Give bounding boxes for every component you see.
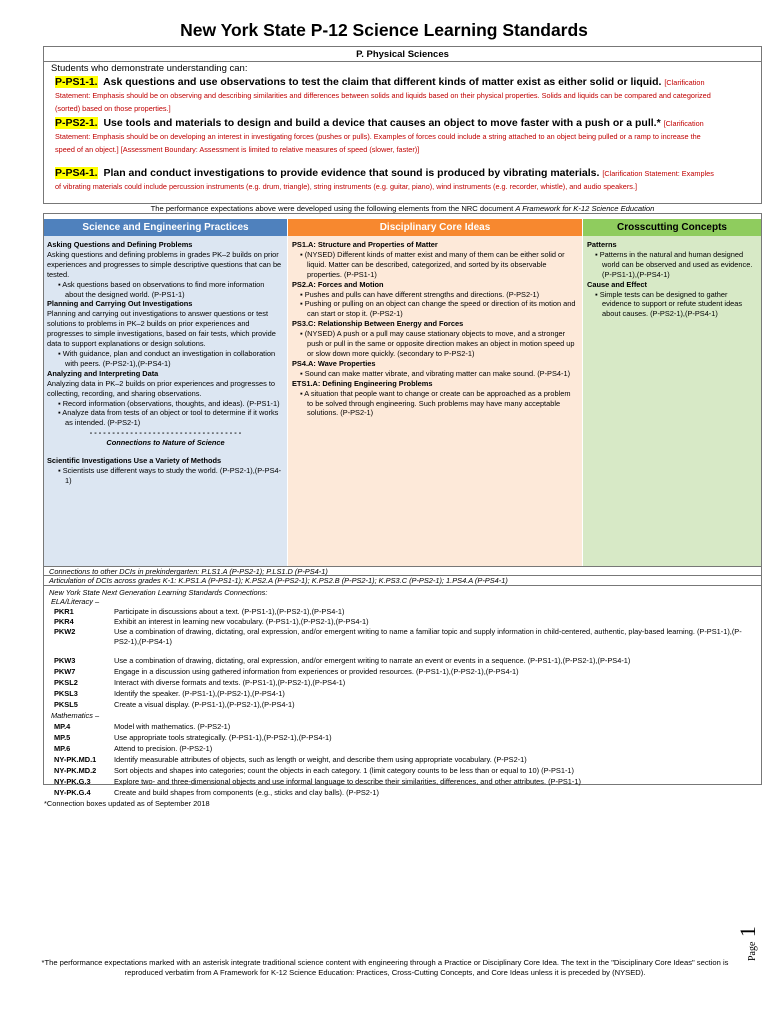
- pe-text: Use tools and materials to design and build a device that causes an object to move faster with a push or a pull.*: [103, 117, 661, 129]
- sep-divider: - - - - - - - - - - - - - - - - - - - - - - - - - - - - - - - - - -: [89, 428, 242, 438]
- sep-bullet: ▪ Scientists use different ways to study the world. (P-PS2-1),(P-PS4-1): [58, 465, 282, 485]
- pe-code: P-PS4-1.: [55, 167, 98, 179]
- sep-column: [44, 236, 287, 566]
- pe-clarification: [Clarification Statement: Emphasis should be on developing an interest in investigating forces (pushes or pulls). Examples of forces could include a string attached to an object being pulled or a ramp to increase the speed of an object.] [Assessment Boundary: Assessment is limited to relative measures of speed (slower, faster)]: [55, 119, 704, 154]
- sep-bullet: ▪ Record information (observations, thoughts, and ideas). (P-PS1-1): [58, 398, 280, 408]
- sep-bullet: ▪ With guidance, plan and conduct an investigation in collaboration with peers. (P-PS2-1),(P-PS4-1): [58, 348, 276, 368]
- nrc-note-text: The performance expectations above were developed using the following elements from the NRC document: [150, 204, 516, 213]
- sep-header: Science and Engineering Practices: [44, 219, 287, 236]
- pe-clarification: [Clarification Statement: Emphasis should be on observing and describing similarities and differences between solids and liquids based on their physical properties. Solids and liquids can be compared and categorized (sorted) based on those properties.]: [55, 78, 711, 113]
- ela-row: PKW3 Use a combination of drawing, dictating, oral expression, and/or emergent writing to narrate an event or events in a sequence. (P-PS1-1),(P-PS2-1),(P-PS4-1): [54, 656, 631, 665]
- nature-of-science-heading: Connections to Nature of Science: [106, 438, 225, 448]
- intro-text: Students who demonstrate understanding can:: [51, 63, 248, 74]
- ela-row: PKSL5 Create a visual display. (P-PS1-1),(P-PS2-1),(P-PS4-1): [54, 700, 295, 709]
- math-row: NY-PK.G.3 Explore two- and three-dimensional objects and use informal language to describe their similarities, differences, and other attributes. (P-PS1-1): [54, 777, 581, 786]
- nrc-note: [43, 203, 762, 214]
- prek-connections: Connections to other DCIs in prekindergarten: P.LS1.A (P-PS2-1); P.LS1.D (P-PS4-1): [43, 566, 762, 576]
- footnote: *The performance expectations marked with an asterisk integrate traditional science content with engineering through a Practice or Disciplinary Core Idea. The text in the "Disciplinary Core Ideas" section is reproduced verbatim from A Framework for K-12 Science Education: Practices, Cross-Cutting Concepts, and Core Ideas unless it is preceded by (NYSED).: [41, 958, 729, 977]
- section-header: P. Physical Sciences: [43, 48, 762, 62]
- math-row: NY-PK.MD.2 Sort objects and shapes into categories; count the objects in each category. 1 (limit category counts to be less than or equal to 10) (P-PS1-1): [54, 766, 574, 775]
- ccc-column: [583, 236, 761, 566]
- math-row: MP.6 Attend to precision. (P-PS2-1): [54, 744, 213, 753]
- ela-row: PKW2 Use a combination of drawing, dictating, oral expression, and/or emergent writing to name a familiar topic and supply information in child-centered, authentic, play-based learning. (P-PS1-1),(P-PS2-1),(P-PS4-1): [54, 627, 742, 646]
- dci-bullet: ▪ A situation that people want to change or create can be approached as a problem to be solved through engineering. Such problems may have many acceptable solutions. (P-PS2-1): [300, 388, 571, 418]
- page-num: 1: [735, 926, 760, 938]
- sep-bullet: ▪ Analyze data from tests of an object or tool to determine if it works as intended. (P-PS2-1): [58, 408, 279, 428]
- dci-heading: PS3.C: Relationship Between Energy and Forces: [292, 319, 464, 329]
- sep-heading: Planning and Carrying Out Investigations: [47, 299, 193, 309]
- ela-label: ELA/Literacy –: [51, 597, 100, 606]
- pe-clarification: [Clarification Statement: Examples of vibrating materials could include percussion instruments (e.g. drum, triangle), string instruments (e.g. guitar, piano), wind instruments (e.g. recorder, whistle), and audio speakers.]: [55, 169, 714, 191]
- dci-bullet: ▪ (NYSED) A push or a pull may cause stationary objects to move, and a stronger push or pull in the same or opposite direction makes an object in motion speed up or slow down more quickly. (secondary to P-PS2-1): [300, 329, 575, 358]
- updated-note: *Connection boxes updated as of September 2018: [44, 799, 210, 808]
- dci-bullet: ▪ Pushes and pulls can have different strengths and directions. (P-PS2-1): [300, 289, 540, 299]
- ela-row: PKR1 Participate in discussions about a text. (P-PS1-1),(P-PS2-1),(P-PS4-1): [54, 607, 345, 616]
- page-title: New York State P-12 Science Learning Standards: [180, 20, 588, 40]
- dci-heading: PS4.A: Wave Properties: [292, 358, 376, 368]
- sep-bullet: ▪ Ask questions based on observations to find more information about the designed world. (P-PS1-1): [58, 279, 265, 299]
- pe-text: Plan and conduct investigations to provide evidence that sound is produced by vibrating materials.: [103, 167, 600, 179]
- ela-row: PKW7 Engage in a discussion using gathered information from experiences or provided resources. (P-PS1-1),(P-PS2-1),(P-PS4-1): [54, 667, 519, 676]
- pe-item: [55, 117, 715, 156]
- sep-paragraph: Planning and carrying out investigations to answer questions or test solutions to problems in PK–2 builds on prior experiences and progresses to simple investigations, based on fair tests, which provide data to support explanations or design solutions.: [47, 309, 276, 349]
- dci-column: [288, 236, 582, 566]
- math-row: NY-PK.G.4 Create and build shapes from components (e.g., sticks and clay balls). (P-PS2-1): [54, 788, 379, 797]
- ccc-header: Crosscutting Concepts: [583, 219, 761, 236]
- math-row: NY-PK.MD.1 Identify measurable attributes of objects, such as length or weight, and describe them using appropriate vocabulary. (P-PS2-1): [54, 755, 527, 764]
- math-row: MP.4 Model with mathematics. (P-PS2-1): [54, 722, 231, 731]
- sep-paragraph: Analyzing data in PK–2 builds on prior experiences and progresses to collecting, recording, and sharing observations.: [47, 378, 276, 398]
- dci-header: Disciplinary Core Ideas: [288, 219, 582, 236]
- math-row: MP.5 Use appropriate tools strategically. (P-PS1-1),(P-PS2-1),(P-PS4-1): [54, 733, 332, 742]
- dci-heading: PS2.A: Forces and Motion: [292, 279, 384, 289]
- ccc-bullet: ▪ Patterns in the natural and human designed world can be observed and used as evidence. (P-PS1-1),(P-PS4-1): [595, 249, 753, 279]
- nrc-framework-title: A Framework for K-12 Science Education: [515, 204, 655, 213]
- pe-code: P-PS2-1.: [55, 117, 98, 129]
- ccc-bullet: ▪ Simple tests can be designed to gather evidence to support or refute student ideas about causes. (P-PS2-1),(P-PS4-1): [595, 289, 743, 319]
- ela-row: PKSL3 Identify the speaker. (P-PS1-1),(P-PS2-1),(P-PS4-1): [54, 689, 285, 698]
- math-label: Mathematics –: [51, 711, 100, 720]
- dci-heading: PS1.A: Structure and Properties of Matter: [292, 240, 438, 249]
- sep-heading: Scientific Investigations Use a Variety of Methods: [47, 456, 222, 466]
- pe-code: P-PS1-1.: [55, 76, 98, 88]
- ccc-heading: Patterns: [587, 240, 617, 249]
- sep-paragraph: Asking questions and defining problems in grades PK–2 builds on prior experiences and progresses to simple descriptive questions that can be tested.: [47, 249, 282, 279]
- articulation-row: Articulation of DCIs across grades K-1: K.PS1.A (P-PS1-1); K.PS2.A (P-PS2-1); K.PS2.B (P-PS2-1); K.PS3.C (P-PS2-1); 1.PS4.A (P-PS4-1): [43, 576, 762, 586]
- dci-heading: ETS1.A: Defining Engineering Problems: [292, 378, 433, 388]
- pe-text: Ask questions and use observations to test the claim that different kinds of matter exist as either solid or liquid.: [103, 76, 662, 88]
- dci-bullet: ▪ Sound can make matter vibrate, and vibrating matter can make sound. (P-PS4-1): [300, 368, 571, 378]
- dci-bullet: ▪ (NYSED) Different kinds of matter exist and many of them can be either solid or liquid. Matter can be described, categorized, and sorted by its observable properties. (P-PS1-1): [300, 249, 565, 279]
- sep-heading: Asking Questions and Defining Problems: [47, 240, 193, 249]
- pe-item: [55, 167, 715, 193]
- page-number: [732, 918, 768, 962]
- ccc-heading: Cause and Effect: [587, 279, 647, 289]
- ela-row: PKSL2 Interact with diverse formats and texts. (P-PS1-1),(P-PS2-1),(P-PS4-1): [54, 678, 346, 687]
- page-label: Page: [747, 941, 758, 961]
- sep-heading: Analyzing and Interpreting Data: [47, 368, 159, 378]
- ngls-heading: New York State Next Generation Learning Standards Connections:: [49, 588, 268, 597]
- dci-bullet: ▪ Pushing or pulling on an object can change the speed or direction of its motion and can start or stop it. (P-PS2-1): [300, 299, 576, 319]
- ela-row: PKR4 Exhibit an interest in learning new vocabulary. (P-PS1-1),(P-PS2-1),(P-PS4-1): [54, 617, 369, 626]
- pe-item: [55, 76, 715, 115]
